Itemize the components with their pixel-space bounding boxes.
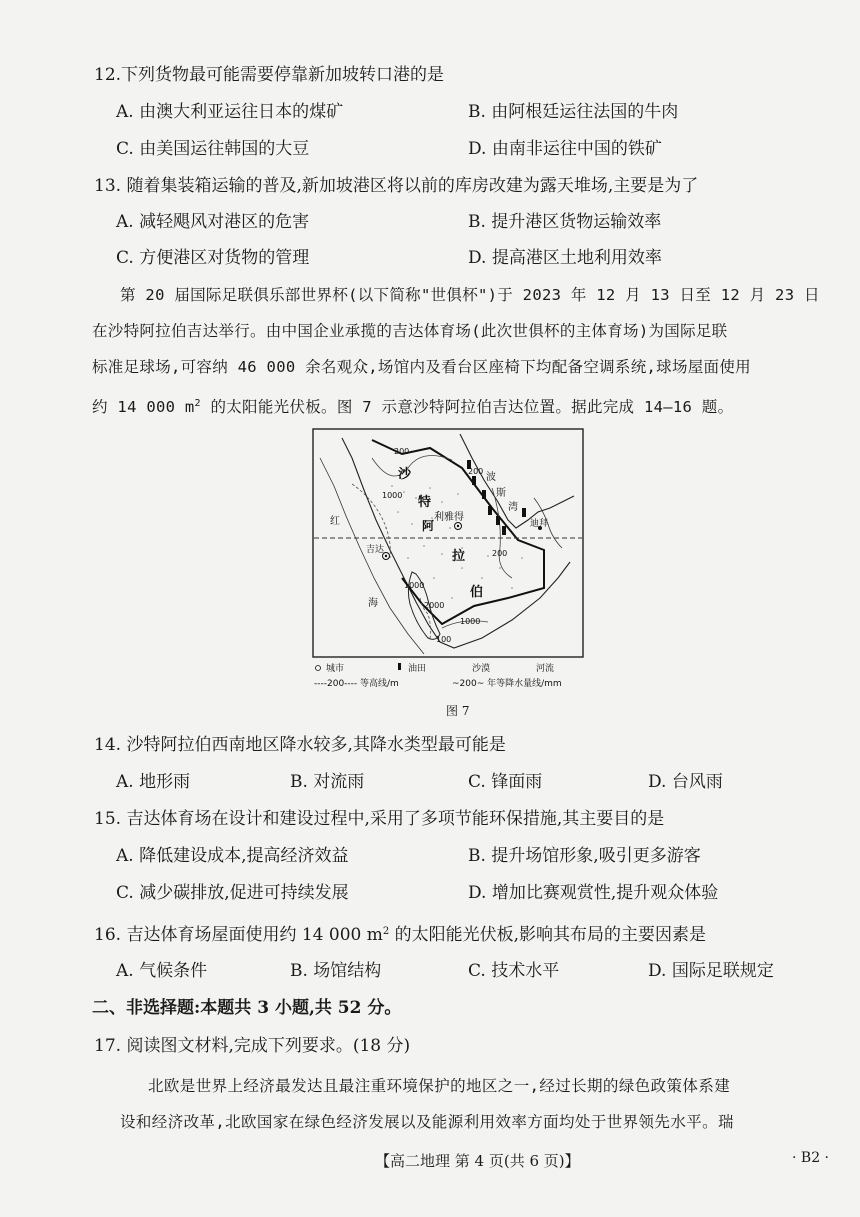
map-label-contour-200c: 200 [492,549,508,558]
map-label-contour-1000b: 1000 [404,581,425,590]
material-line-4: 约 14 000 $m^2$ 的太阳能光伏板。图 7 示意沙特阿拉伯吉达位置。据此完成 14—16 题。 [92,398,734,416]
section-2-title: 二、非选择题:本题共 3 小题,共 52 分。 [92,998,402,1018]
question-12-stem: 12.下列货物最可能需要停靠新加坡转口港的是 [94,65,445,85]
map-label-hai: 海 [368,598,378,609]
question-17-line-2: 设和经济改革,北欧国家在绿色经济发展以及能源利用效率方面均处于世界领先水平。瑞 [120,1113,734,1131]
legend-city: 城市 [326,664,345,674]
question-15-option-a: A. 降低建设成本,提高经济效益 [116,846,349,866]
question-13-option-d: D. 提高港区土地利用效率 [468,248,662,268]
map-label-te: 特 [418,495,432,510]
map-label-contour-1000a: 1000 [382,491,403,500]
question-16-option-a: A. 气候条件 [116,961,208,981]
map-label-jida: 吉达 [366,545,385,555]
question-14-stem: 14. 沙特阿拉伯西南地区降水较多,其降水类型最可能是 [94,735,506,755]
question-14-option-b: B. 对流雨 [290,772,365,792]
question-15-option-c: C. 减少碳排放,促进可持续发展 [116,883,349,903]
map-label-contour-200a: 200 [394,447,410,456]
map-label-hong: 红 [330,516,340,527]
map-label-bo: 伯 [470,585,484,600]
legend-precip: ~200~ 年等降水量线/mm [452,679,562,689]
question-17-stem: 17. 阅读图文材料,完成下列要求。(18 分) [94,1036,411,1056]
saudi-arabia-map [312,428,584,690]
question-16-option-d: D. 国际足联规定 [648,961,774,981]
map-label-sha: 沙 [398,467,412,482]
question-14-option-d: D. 台风雨 [648,772,723,792]
question-13-option-b: B. 提升港区货物运输效率 [468,212,662,232]
legend-oil: 油田 [408,664,427,674]
question-12-option-c: C. 由美国运往韩国的大豆 [116,139,310,159]
question-16-option-c: C. 技术水平 [468,961,560,981]
question-16-option-b: B. 场馆结构 [290,961,382,981]
question-14-option-a: A. 地形雨 [116,772,191,792]
map-label-la: 拉 [452,549,466,564]
map-label-bo2: 波 [486,472,496,483]
question-12-option-b: B. 由阿根廷运往法国的牛肉 [468,102,679,122]
question-15-stem: 15. 吉达体育场在设计和建设过程中,采用了多项节能环保措施,其主要目的是 [94,809,665,829]
map-label-contour-1000c: 1000 [460,617,481,626]
map-label-riyadh: 利雅得 [434,512,464,523]
question-12-option-a: A. 由澳大利亚运往日本的煤矿 [116,102,344,122]
question-15-option-b: B. 提升场馆形象,吸引更多游客 [468,846,701,866]
map-label-contour-200b: 200 [468,467,484,476]
legend-contour: ----200---- 等高线/m [314,679,399,689]
material-line-3: 标准足球场,可容纳 46 000 余名观众,场馆内及看台区座椅下均配备空调系统,球场屋面使用 [92,358,751,376]
question-14-option-c: C. 锋面雨 [468,772,543,792]
question-12-option-d: D. 由南非运往中国的铁矿 [468,139,662,159]
legend-river: 河流 [536,664,555,674]
map-label-contour-100: 100 [436,635,452,644]
map-label-si: 斯 [496,488,506,499]
question-13-stem: 13. 随着集装箱运输的普及,新加坡港区将以前的库房改建为露天堆场,主要是为了 [94,176,699,196]
question-16-stem: 16. 吉达体育场屋面使用约 14 000 $m^2$ 的太阳能光伏板,影响其布局的主要因素是 [94,925,707,945]
paper-code: · B2 · [792,1150,829,1166]
map-label-dibai: 迪拜 [530,519,549,529]
map-label-a: 阿 [422,519,435,533]
question-13-option-a: A. 减轻飓风对港区的危害 [116,212,310,232]
map-label-wan: 湾 [508,502,518,513]
page-footer: 【高二地理 第 4 页(共 6 页)】 [375,1152,580,1170]
question-17-line-1: 北欧是世界上经济最发达且最注重环境保护的地区之一,经过长期的绿色政策体系建 [148,1077,731,1095]
question-13-option-c: C. 方便港区对货物的管理 [116,248,310,268]
question-15-option-d: D. 增加比赛观赏性,提升观众体验 [468,883,719,903]
material-line-1: 第 20 届国际足联俱乐部世界杯(以下简称"世俱杯")于 2023 年 12 月 13 日至 12 月 23 日 [120,286,820,304]
map-label-contour-2000: 2000 [424,601,445,610]
figure-caption: 图 7 [446,704,470,718]
material-line-2: 在沙特阿拉伯吉达举行。由中国企业承揽的吉达体育场(此次世俱杯的主体育场)为国际足联 [92,322,728,340]
legend-desert: 沙漠 [472,664,491,674]
